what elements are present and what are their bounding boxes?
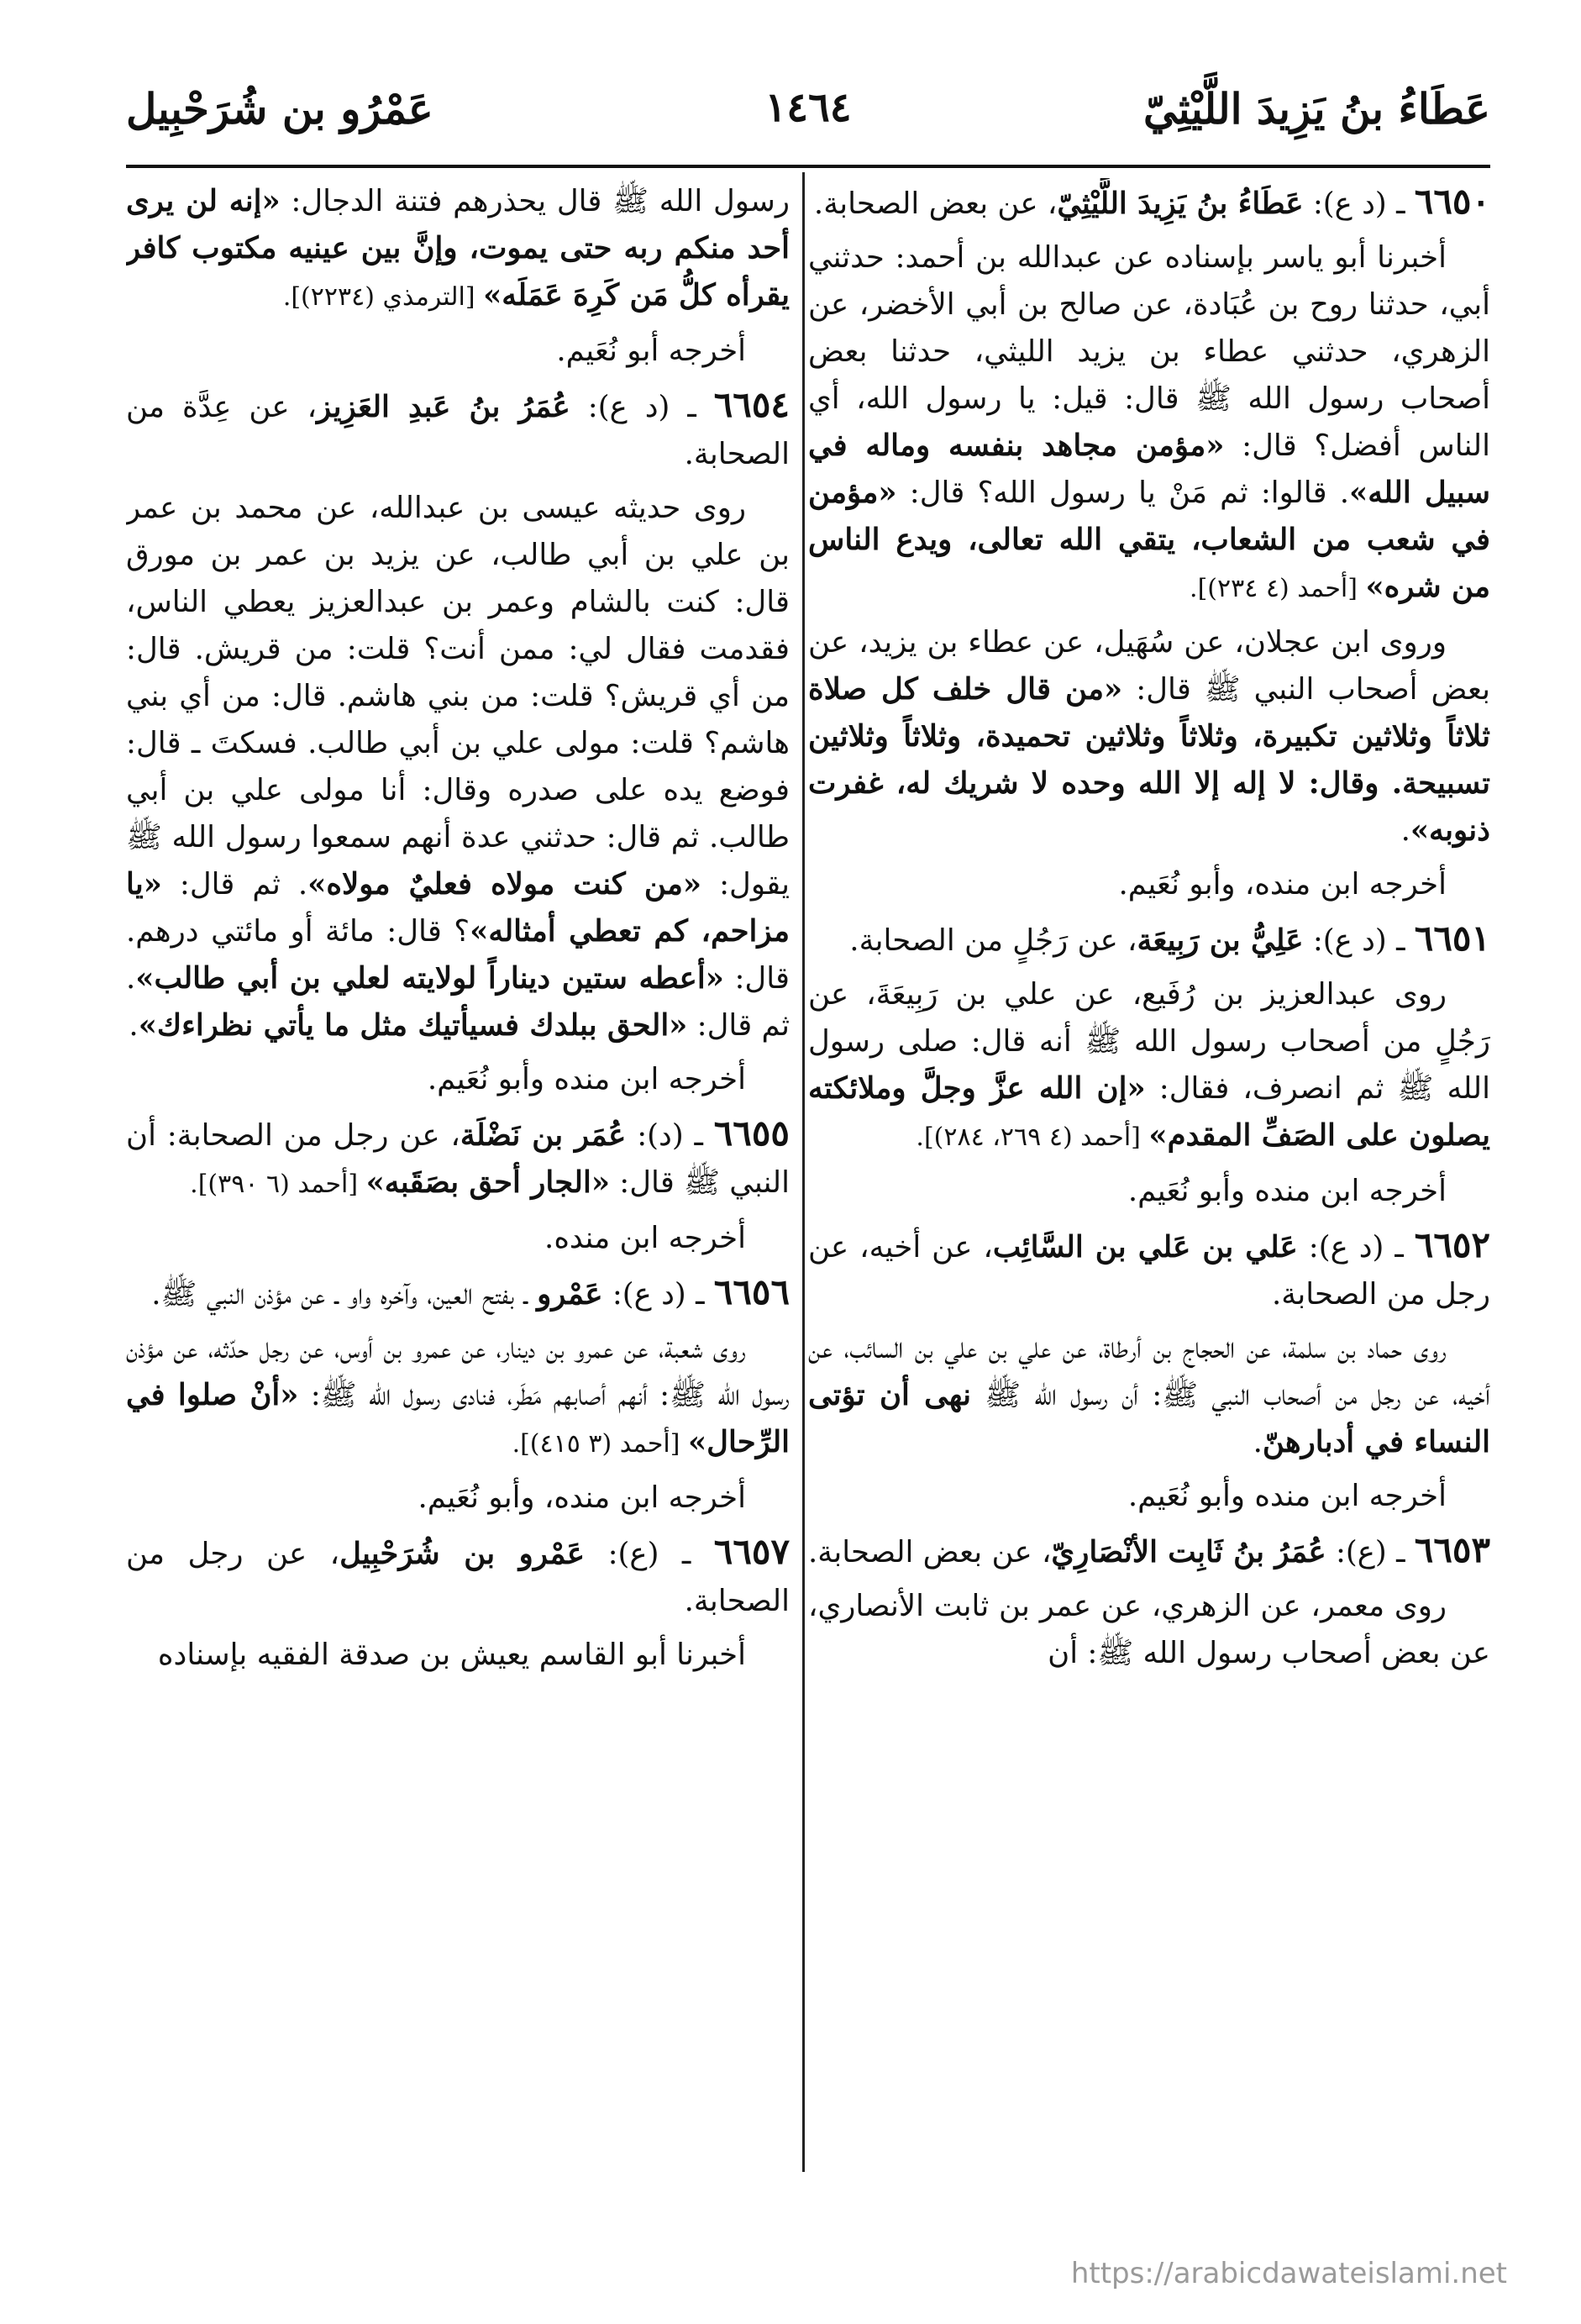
text-segment: ـ (د ع):	[1303, 923, 1415, 958]
hadith-text: «مؤمن مجاهد بنفسه وماله في سبيل الله»	[808, 429, 1490, 510]
text-segment: روى حديثه عيسى بن عبدالله، عن محمد بن عمر بن علي بن أبي طالب، عن يزيد بن عمر بن مورق قال: كنت بالشام وعمر بن عبدالعزيز يعطي الناس، فقدمت فقال لي: ممن أنت؟ قلت: من قريش. قال: من أي قريش؟ قلت: من بني هاشم. قال: من أي بني هاشم؟ قلت: مولى علي بن أبي طالب. فسكتَ ـ قال: فوضع يده على صدره وقال: أنا مولى علي بن أبي طالب. ثم قال: حدثني عدة أنهم سمعوا رسول الله ﷺ يقول:	[126, 491, 790, 902]
text-segment: ، عن بعض الصحابة.	[808, 1535, 1052, 1569]
extraction-note	[808, 1473, 1490, 1520]
text-segment: رسول الله ﷺ قال يحذرهم فتنة الدجال:	[280, 184, 790, 218]
entry-name: عُمَر بن نَضْلَة	[460, 1118, 627, 1153]
entry-paragraph	[808, 915, 1490, 965]
entry-name: عَلِيُّ بن رَبِيعَة	[1137, 923, 1304, 958]
text-segment: ، عن بعض الصحابة.	[813, 187, 1058, 221]
body-paragraph	[808, 1325, 1490, 1466]
extraction-note	[126, 1056, 790, 1103]
entry-name: عُمَرُ بنُ ثَابِت الأنْصَارِيّ	[1051, 1535, 1326, 1569]
text-segment: .	[1253, 1425, 1263, 1459]
text-segment: روى معمر، عن الزهري، عن عمر بن ثابت الأنصاري، عن بعض أصحاب رسول الله ﷺ: أن	[808, 1589, 1490, 1670]
body-paragraph	[126, 178, 790, 321]
text-segment: ـ (د ع):	[602, 1277, 714, 1312]
text-segment: أخبرنا أبو القاسم يعيش بن صدقة الفقيه بإسناده	[157, 1638, 746, 1672]
text-segment: أخرجه ابن منده وأبو نُعَيم.	[1127, 1174, 1447, 1208]
extraction-note	[808, 1168, 1490, 1215]
text-segment: ـ (د):	[626, 1118, 714, 1153]
entry-paragraph	[126, 1528, 790, 1625]
text-segment: . ثم قال:	[161, 867, 308, 902]
text-segment: ؟ قال: مائة أو مائتي درهم. قال:	[126, 914, 790, 996]
body-paragraph	[808, 619, 1490, 854]
text-segment: .	[129, 1008, 139, 1043]
hadith-text: «الجار أحق بصَقَبه»	[365, 1165, 611, 1200]
text-segment: أخرجه ابن منده وأبو نُعَيم.	[1127, 1479, 1447, 1513]
entry-number: ٦٦٥٣	[1414, 1529, 1490, 1570]
left-column	[126, 178, 790, 2178]
text-segment: ، عن أخيه، عن رجل من الصحابة.	[808, 1230, 1490, 1312]
text-segment: ـ بفتح العين، وآخره واو ـ عن مؤذن النبي ﷺ.	[151, 1277, 538, 1312]
hadith-text: «الحق ببلدك فسيأتيك مثل ما يأتي نظراءك»	[138, 1008, 688, 1043]
hadith-text: «من كنت مولاه فعليٌ مولاه»	[307, 867, 702, 902]
body-paragraph	[126, 1325, 790, 1468]
body-paragraph	[808, 971, 1490, 1161]
extraction-note	[126, 328, 790, 375]
body-paragraph	[808, 1583, 1490, 1677]
text-segment: ، عن رَجُلٍ من الصحابة.	[849, 923, 1137, 958]
watermark: https://arabicdawateislami.net	[1070, 2257, 1507, 2290]
citation-ref: [أحمد (٤ ٢٣٤)].	[1190, 574, 1366, 603]
hadith-text: نهى أن تؤتى النساء في أدبارهنّ	[808, 1378, 1490, 1459]
right-column	[808, 178, 1490, 2178]
hadith-text: «مؤمن في شعب من الشعاب، يتقي الله تعالى، ويدع الناس من شره»	[808, 476, 1490, 604]
text-segment: . ثم قال:	[126, 961, 790, 1043]
entry-paragraph	[808, 1527, 1490, 1576]
header-left-title: عَمْرُو بن شُرَحْبِيل	[126, 84, 433, 134]
hadith-text: «أعطه ستين ديناراً لولايته لعلي بن أبي طالب»	[135, 961, 724, 996]
entry-number: ٦٦٥٢	[1414, 1224, 1490, 1265]
text-segment: ـ (ع):	[1326, 1535, 1415, 1569]
entry-number: ٦٦٥٥	[713, 1112, 790, 1154]
text-segment: أخرجه ابن منده.	[544, 1221, 746, 1255]
text-segment: روى عبدالعزيز بن رُفَيع، عن علي بن رَبِيعَةَ، عن رَجُلٍ من أصحاب رسول الله ﷺ أنه قال: صلى رسول الله ﷺ ثم انصرف، فقال:	[808, 977, 1490, 1106]
text-segment: .	[1400, 813, 1410, 848]
entry-paragraph	[126, 1110, 790, 1208]
citation-ref: [أحمد (٤ ٢٦٩، ٢٨٤)].	[916, 1123, 1149, 1152]
text-segment: ـ (د ع):	[570, 390, 714, 424]
text-segment: أخرجه ابن منده، وأبو نُعَيم.	[418, 1480, 746, 1515]
entry-name: عَلي بن عَلي بن السَّائِب	[992, 1230, 1298, 1265]
entry-name: عُمَرُ بنُ عَبدِ العَزِيز	[317, 390, 570, 424]
text-segment: ، عن عِدَّة من الصحابة.	[126, 390, 790, 471]
entry-number: ٦٦٥٠	[1414, 181, 1490, 222]
text-segment: ـ (ع):	[585, 1537, 714, 1571]
text-segment: أخبرنا أبو ياسر بإسناده عن عبدالله بن أحمد: حدثني أبي، حدثنا روح بن عُبَادة، عن صالح بن أبي الأخضر، عن الزهري، حدثني عطاء بن يزيد الليثي، حدثنا بعض أصحاب رسول الله ﷺ قال: قيل: يا رسول الله، أي الناس أفضل؟ قال:	[808, 240, 1490, 463]
citation-ref: [الترمذي (٢٢٣٤)].	[282, 282, 484, 312]
body-paragraph	[126, 1632, 790, 1679]
entry-number: ٦٦٥١	[1414, 918, 1490, 959]
page-header	[126, 84, 1490, 161]
citation-ref: [أحمد (٦ ٣٩٠)].	[190, 1170, 366, 1199]
text-segment: . قالوا: ثم مَنْ يا رسول الله؟ قال:	[896, 476, 1350, 510]
hadith-text: «إنه لن يرى أحد منكم ربه حتى يموت، وإنَّ بين عينيه مكتوب كافر يقرأه كلُّ مَن كَرِهَ عَمَلَه»	[126, 184, 790, 313]
header-right-title: عَطَاءُ بنُ يَزِيدَ اللَّيْثِيّ	[1143, 84, 1490, 134]
text-segment: ـ (د ع):	[1297, 1230, 1415, 1265]
entry-paragraph	[808, 1222, 1490, 1318]
entry-name: عَمْرو	[537, 1277, 603, 1312]
hadith-text: «أنْ صلوا في الرِّحال»	[126, 1378, 790, 1459]
extraction-note	[126, 1215, 790, 1262]
text-segment: ، عن رجل من الصحابة: أن النبي ﷺ قال:	[126, 1118, 790, 1200]
extraction-note	[808, 861, 1490, 908]
citation-ref: [أحمد (٣ ٤١٥)].	[512, 1429, 688, 1459]
hadith-text: «من قال خلف كل صلاة ثلاثاً وثلاثين تكبيرة، وثلاثاً وثلاثين تحميدة، وثلاثاً وثلاثين تسبيحة. وقال: لا إله إلا الله وحده لا شريك له، غفرت ذنوبه»	[808, 672, 1490, 848]
body-paragraph	[126, 485, 790, 1049]
entry-number: ٦٦٥٧	[713, 1531, 790, 1572]
header-rule	[126, 165, 1490, 168]
entry-paragraph	[126, 1269, 790, 1318]
body-paragraph	[808, 234, 1490, 613]
text-segment: ، عن رجل من الصحابة.	[126, 1537, 790, 1618]
hadith-text: «إن الله عزَّ وجلَّ وملائكته يصلون على الصَفِّ المقدم»	[808, 1071, 1490, 1153]
entry-paragraph	[126, 381, 790, 478]
text-segment: روى حماد بن سلمة، عن الحجاج بن أرطاة، عن علي بن علي بن السائب، عن أخيه، عن رجل من أصحاب النبي ﷺ: أن رسول الله ﷺ	[808, 1331, 1490, 1412]
entry-number: ٦٦٥٤	[713, 384, 790, 425]
text-segment: ـ (د ع):	[1303, 187, 1415, 221]
text-segment: وروى ابن عجلان، عن سُهَيل، عن عطاء بن يزيد، عن بعض أصحاب النبي ﷺ قال:	[808, 625, 1490, 707]
extraction-note	[126, 1475, 790, 1522]
entry-number: ٦٦٥٦	[713, 1271, 790, 1312]
page-number: ١٤٦٤	[764, 84, 852, 131]
entry-name: عَمْرو بن شُرَحْبِيل	[339, 1537, 586, 1571]
entry-name: عَطَاءُ بنُ يَزِيدَ اللَّيْثِيّ	[1057, 187, 1304, 221]
text-segment: أخرجه ابن منده وأبو نُعَيم.	[427, 1062, 746, 1096]
hadith-text: «يا مزاحم، كم تعطي أمثاله»	[126, 867, 790, 949]
entry-paragraph	[808, 178, 1490, 228]
column-divider	[802, 172, 805, 2172]
text-segment: أخرجه ابن منده، وأبو نُعَيم.	[1118, 867, 1447, 902]
text-segment: روى شعبة، عن عمرو بن دينار، عن عمرو بن أوس، عن رجل حدّثه، عن مؤذن رسول الله ﷺ: أنهم أصابهم مَطَر، فنادى رسول الله ﷺ:	[126, 1331, 790, 1412]
text-segment: أخرجه أبو نُعَيم.	[556, 334, 746, 368]
